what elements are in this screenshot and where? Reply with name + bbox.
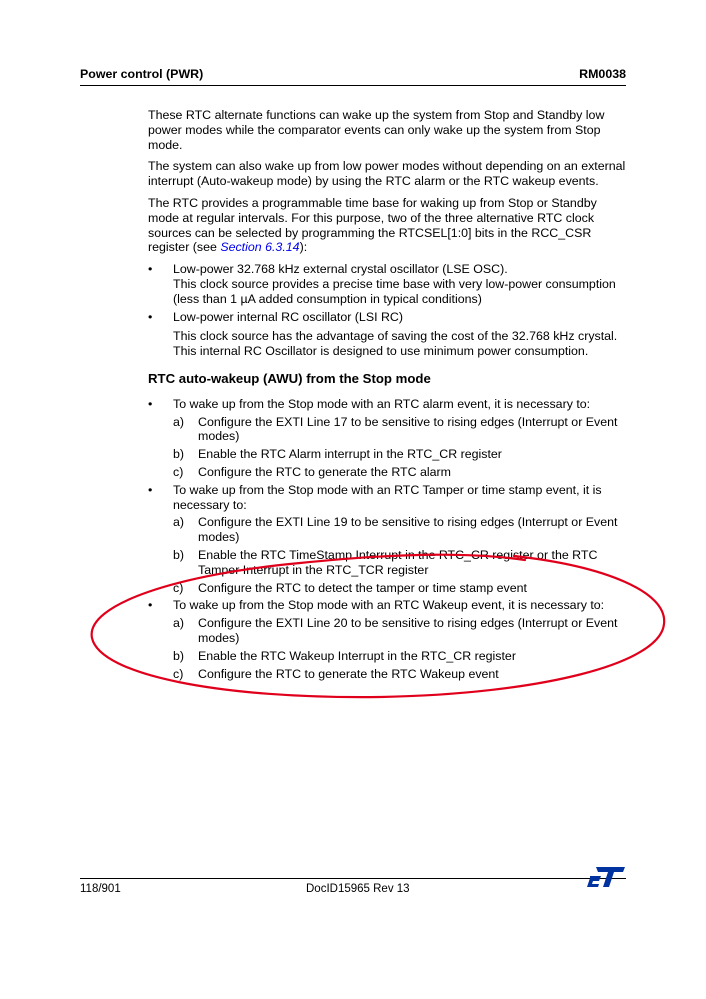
clock-source-title: Low-power internal RC oscillator (LSI RC) (173, 309, 403, 324)
section-heading: RTC auto-wakeup (AWU) from the Stop mode (148, 370, 431, 386)
paragraph-text: The RTC provides a programmable time base for waking up from Stop or Standby mode at regular intervals. For this purpose, two of the three alternative RTC clock sources can be selected by programming the RTCSEL[1:0] bits in the RCC_CSR register (see (148, 195, 597, 255)
header-section-title: Power control (PWR) (80, 67, 204, 81)
wake-step (148, 515, 628, 545)
footer-rule (80, 878, 626, 879)
header-rule (80, 85, 626, 86)
step-label: b) (173, 547, 185, 562)
step-text: Configure the EXTI Line 20 to be sensitive to rising edges (Interrupt or Event modes) (198, 616, 618, 645)
clock-source-detail: This clock source has the advantage of saving the cost of the 32.768 kHz crystal. This internal RC Oscillator is designed to use minimum power consumption. (173, 329, 618, 359)
bullet-icon: • (148, 309, 153, 324)
clock-source-title: Low-power 32.768 kHz external crystal oscillator (LSE OSC). (173, 262, 508, 277)
wake-step (148, 649, 628, 664)
wake-list (148, 397, 628, 682)
footer-doc-id: DocID15965 Rev 13 (306, 883, 410, 895)
clock-source-item (148, 310, 628, 359)
bullet-icon: • (148, 482, 153, 497)
step-text: Enable the RTC Wakeup Interrupt in the RTC_CR register (198, 648, 516, 663)
step-text: Configure the RTC to generate the RTC alarm (198, 464, 451, 479)
clock-source-detail: This clock source provides a precise time base with very low-power consumption (less than 1 µA added consumption in typical conditions) (173, 276, 616, 306)
bullet-icon: • (148, 262, 153, 277)
step-text: Configure the RTC to generate the RTC Wakeup event (198, 666, 499, 681)
wake-item-text: To wake up from the Stop mode with an RTC Wakeup event, it is necessary to: (173, 598, 605, 613)
wake-step (148, 581, 628, 596)
step-label: a) (173, 414, 185, 429)
bullet-icon: • (148, 598, 153, 613)
step-text: Enable the RTC TimeStamp Interrupt in the RTC_CR register or the RTC Tamper Interrupt in the RTC_TCR register (198, 547, 598, 577)
wake-item (148, 483, 628, 513)
step-text: Configure the EXTI Line 17 to be sensitive to rising edges (Interrupt or Event modes) (198, 414, 618, 444)
wake-step (148, 667, 628, 682)
wake-item-text: To wake up from the Stop mode with an RTC Tamper or time stamp event, it is necessary to: (173, 482, 602, 512)
bullet-icon: • (148, 396, 153, 411)
intro-paragraph-1: These RTC alternate functions can wake up the system from Stop and Standby low power modes while the comparator events can only wake up the system from Stop mode. (148, 108, 605, 152)
footer-page-number: 118/901 (80, 883, 121, 895)
wake-step (148, 548, 628, 578)
intro-paragraph-2: The system can also wake up from low power modes without depending on an external interrupt (Auto-wakeup mode) by using the RTC alarm or the RTC wakeup events. (148, 159, 626, 189)
header-doc-code: RM0038 (579, 67, 626, 81)
paragraph-tail: ): (299, 240, 308, 255)
step-text: Configure the EXTI Line 19 to be sensitive to rising edges (Interrupt or Event modes) (198, 515, 618, 545)
wake-step (148, 447, 628, 462)
step-label: b) (173, 648, 185, 663)
wake-step (148, 616, 628, 646)
section-link[interactable]: Section 6.3.14 (220, 240, 300, 255)
step-label: a) (173, 616, 185, 631)
step-label: a) (173, 515, 185, 530)
clock-source-item (148, 262, 628, 306)
step-text: Enable the RTC Alarm interrupt in the RTC_CR register (198, 447, 502, 462)
step-label: c) (173, 464, 184, 479)
step-label: b) (173, 447, 185, 462)
wake-item (148, 397, 628, 412)
wake-item (148, 598, 628, 613)
step-label: c) (173, 666, 184, 681)
step-label: c) (173, 580, 184, 595)
step-text: Configure the RTC to detect the tamper or time stamp event (198, 580, 527, 595)
st-logo-icon (586, 866, 626, 888)
wake-step (148, 415, 628, 445)
intro-paragraph-3 (148, 196, 628, 255)
wake-step (148, 465, 628, 480)
wake-item-text: To wake up from the Stop mode with an RTC alarm event, it is necessary to: (173, 396, 591, 411)
page-body (148, 108, 628, 684)
